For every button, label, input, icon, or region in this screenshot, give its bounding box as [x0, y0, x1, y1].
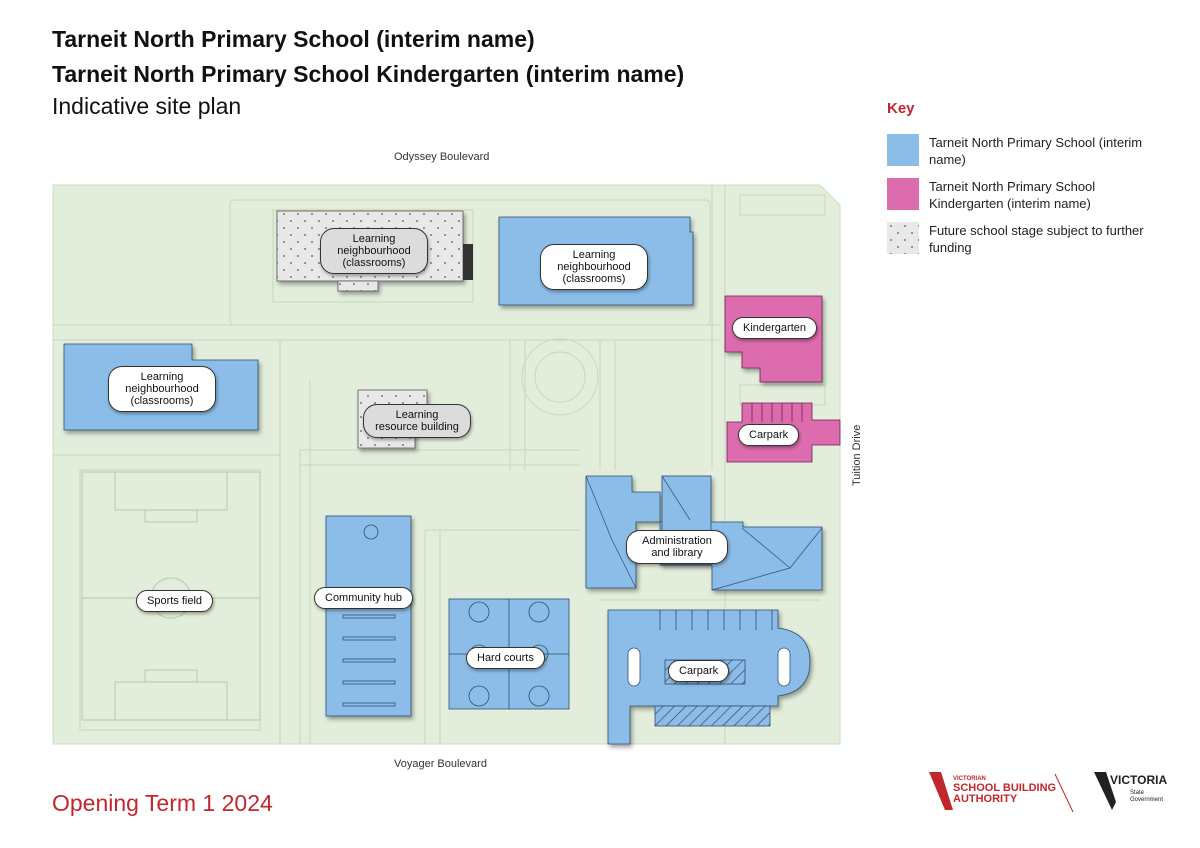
label-kindergarten: Kindergarten: [732, 317, 817, 339]
key-title: Key: [887, 100, 915, 117]
title-kindergarten: Tarneit North Primary School Kindergarten (interim name): [52, 61, 685, 87]
key-swatch-kindergarten: [887, 178, 919, 210]
label-community-hub: Community hub: [314, 587, 413, 609]
label-sports-field: Sports field: [136, 590, 213, 612]
road-odyssey-boulevard: Odyssey Boulevard: [394, 151, 490, 163]
subtitle: Indicative site plan: [52, 93, 242, 119]
key-label-future: Future school stage subject to further funding: [929, 223, 1144, 255]
victorian-school-building-authority-logo: [927, 770, 1077, 814]
title-school: Tarneit North Primary School (interim name): [52, 26, 535, 52]
key-item-kindergarten: [887, 178, 1149, 212]
future-building-stair: [463, 244, 473, 280]
road-voyager-boulevard: Voyager Boulevard: [394, 758, 487, 770]
svg-text:VICTORIA: VICTORIA: [1110, 773, 1168, 787]
svg-text:VICTORIAN: VICTORIAN: [953, 776, 986, 782]
key-swatch-school: [887, 134, 919, 166]
svg-text:AUTHORITY: AUTHORITY: [953, 793, 1018, 805]
label-learning-neighbourhood-future: Learning neighbourhood (classrooms): [320, 228, 428, 274]
svg-text:State: State: [1130, 790, 1145, 796]
key-item-school: [887, 134, 1149, 168]
key-swatch-future: [887, 222, 919, 254]
label-learning-resource-building: Learning resource building: [363, 404, 471, 438]
victoria-state-government-logo: [1092, 770, 1172, 814]
svg-text:Government: Government: [1130, 797, 1164, 803]
label-administration-library: Administration and library: [626, 530, 728, 564]
label-kindergarten-carpark: Carpark: [738, 424, 799, 446]
key-label-kindergarten: Tarneit North Primary School Kindergarten (interim name): [929, 179, 1096, 211]
school-community-hub: [326, 516, 411, 716]
svg-text:SCHOOL BUILDING: SCHOOL BUILDING: [953, 782, 1057, 794]
label-learning-neighbourhood-left: Learning neighbourhood (classrooms): [108, 366, 216, 412]
label-hard-courts: Hard courts: [466, 647, 545, 669]
label-learning-neighbourhood-top-right: Learning neighbourhood (classrooms): [540, 244, 648, 290]
key-item-future: [887, 222, 1149, 256]
key-label-school: Tarneit North Primary School (interim name): [929, 135, 1143, 167]
opening-date: Opening Term 1 2024: [52, 790, 273, 816]
road-tuition-drive: Tuition Drive: [851, 424, 863, 486]
label-main-carpark: Carpark: [668, 660, 729, 682]
